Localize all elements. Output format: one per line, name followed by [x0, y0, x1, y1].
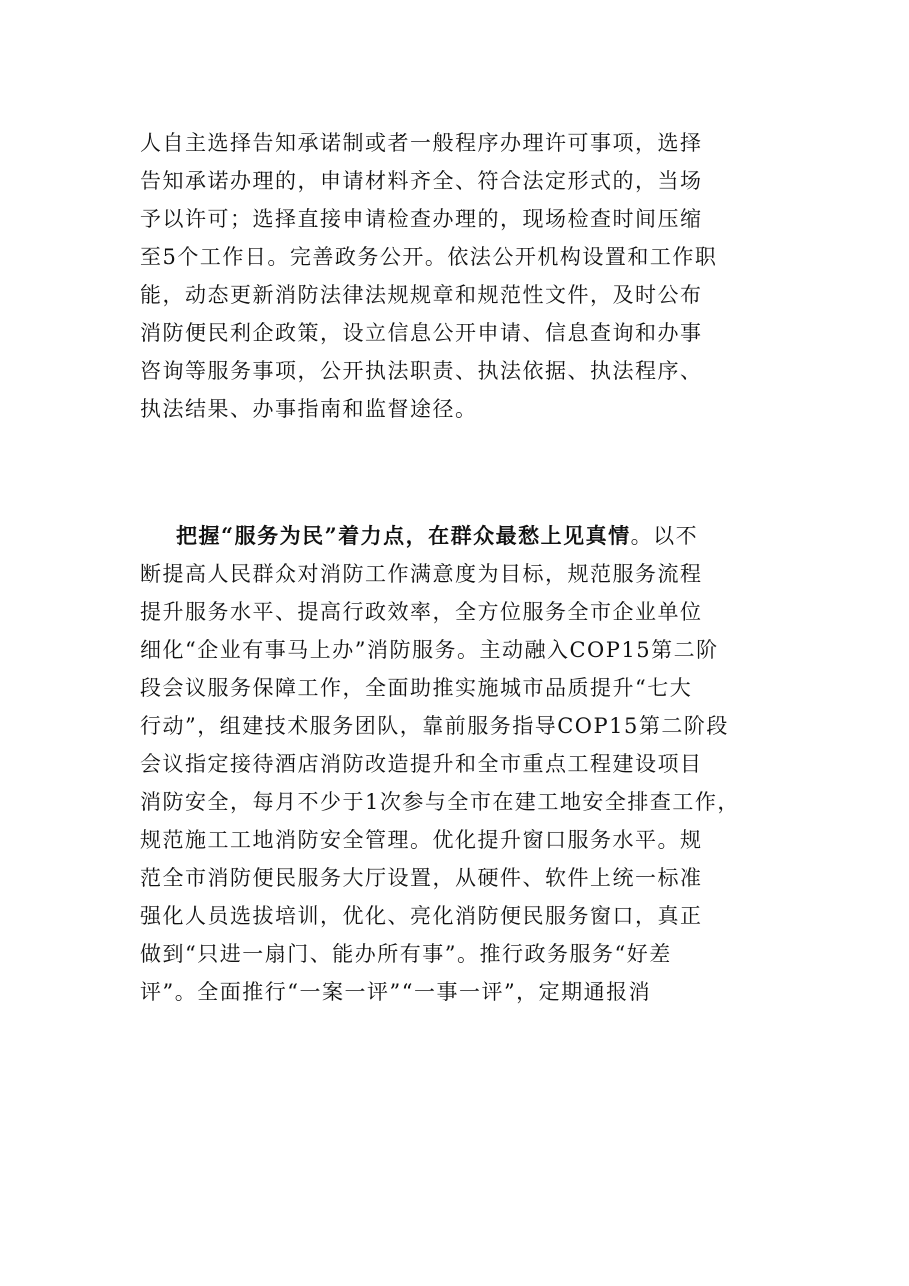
text-line: 提升服务水平、提高行政效率，全方位服务全市企业单位 [140, 600, 703, 624]
text-line: 强化人员选拔培训，优化、亮化消防便民服务窗口，真正 [140, 904, 703, 928]
text-line: 断提高人民群众对消防工作满意度为目标，规范服务流程 [140, 562, 703, 586]
text-line: 段会议服务保障工作，全面助推实施城市品质提升“七大 [140, 676, 693, 700]
paragraph-heading: 把握“服务为民”着力点，在群众最愁上见真情 [176, 523, 631, 548]
paragraph-2 [140, 517, 790, 1011]
text-line: 消防安全，每月不少于1次参与全市在建工地安全排查工作， [140, 790, 740, 814]
text-line: 能，动态更新消防法律法规规章和规范性文件，及时公布 [140, 283, 703, 307]
text-line: 执法结果、办事指南和监督途径。 [140, 397, 478, 421]
text-line: 会议指定接待酒店消防改造提升和全市重点工程建设项目 [140, 752, 703, 776]
text-line: 评”。全面推行“一案一评”“一事一评”，定期通报消 [140, 980, 652, 1004]
text-line: 人自主选择告知承诺制或者一般程序办理许可事项，选择 [140, 131, 703, 155]
text-line: 至5个工作日。完善政务公开。依法公开机构设置和工作职 [140, 245, 718, 269]
text-line: 范全市消防便民服务大厅设置，从硬件、软件上统一标准 [140, 866, 703, 890]
text-line: 行动”，组建技术服务团队，靠前服务指导COP15第二阶段 [140, 714, 729, 738]
text-line: 告知承诺办理的，申请材料齐全、符合法定形式的，当场 [140, 169, 703, 193]
text-line: 规范施工工地消防安全管理。优化提升窗口服务水平。规 [140, 828, 703, 852]
text-line-first [140, 517, 790, 555]
text-line: 予以许可；选择直接申请检查办理的，现场检查时间压缩 [140, 207, 703, 231]
text-line: 消防便民利企政策，设立信息公开申请、信息查询和办事 [140, 321, 703, 345]
text-line: 做到“只进一扇门、能办所有事”。推行政务服务“好差 [140, 942, 672, 966]
text-fragment: 。以不 [630, 524, 699, 548]
text-line: 咨询等服务事项，公开执法职责、执法依据、执法程序、 [140, 359, 703, 383]
text-line: 细化“企业有事马上办”消防服务。主动融入COP15第二阶 [140, 638, 719, 662]
paragraph-1 [140, 124, 790, 428]
